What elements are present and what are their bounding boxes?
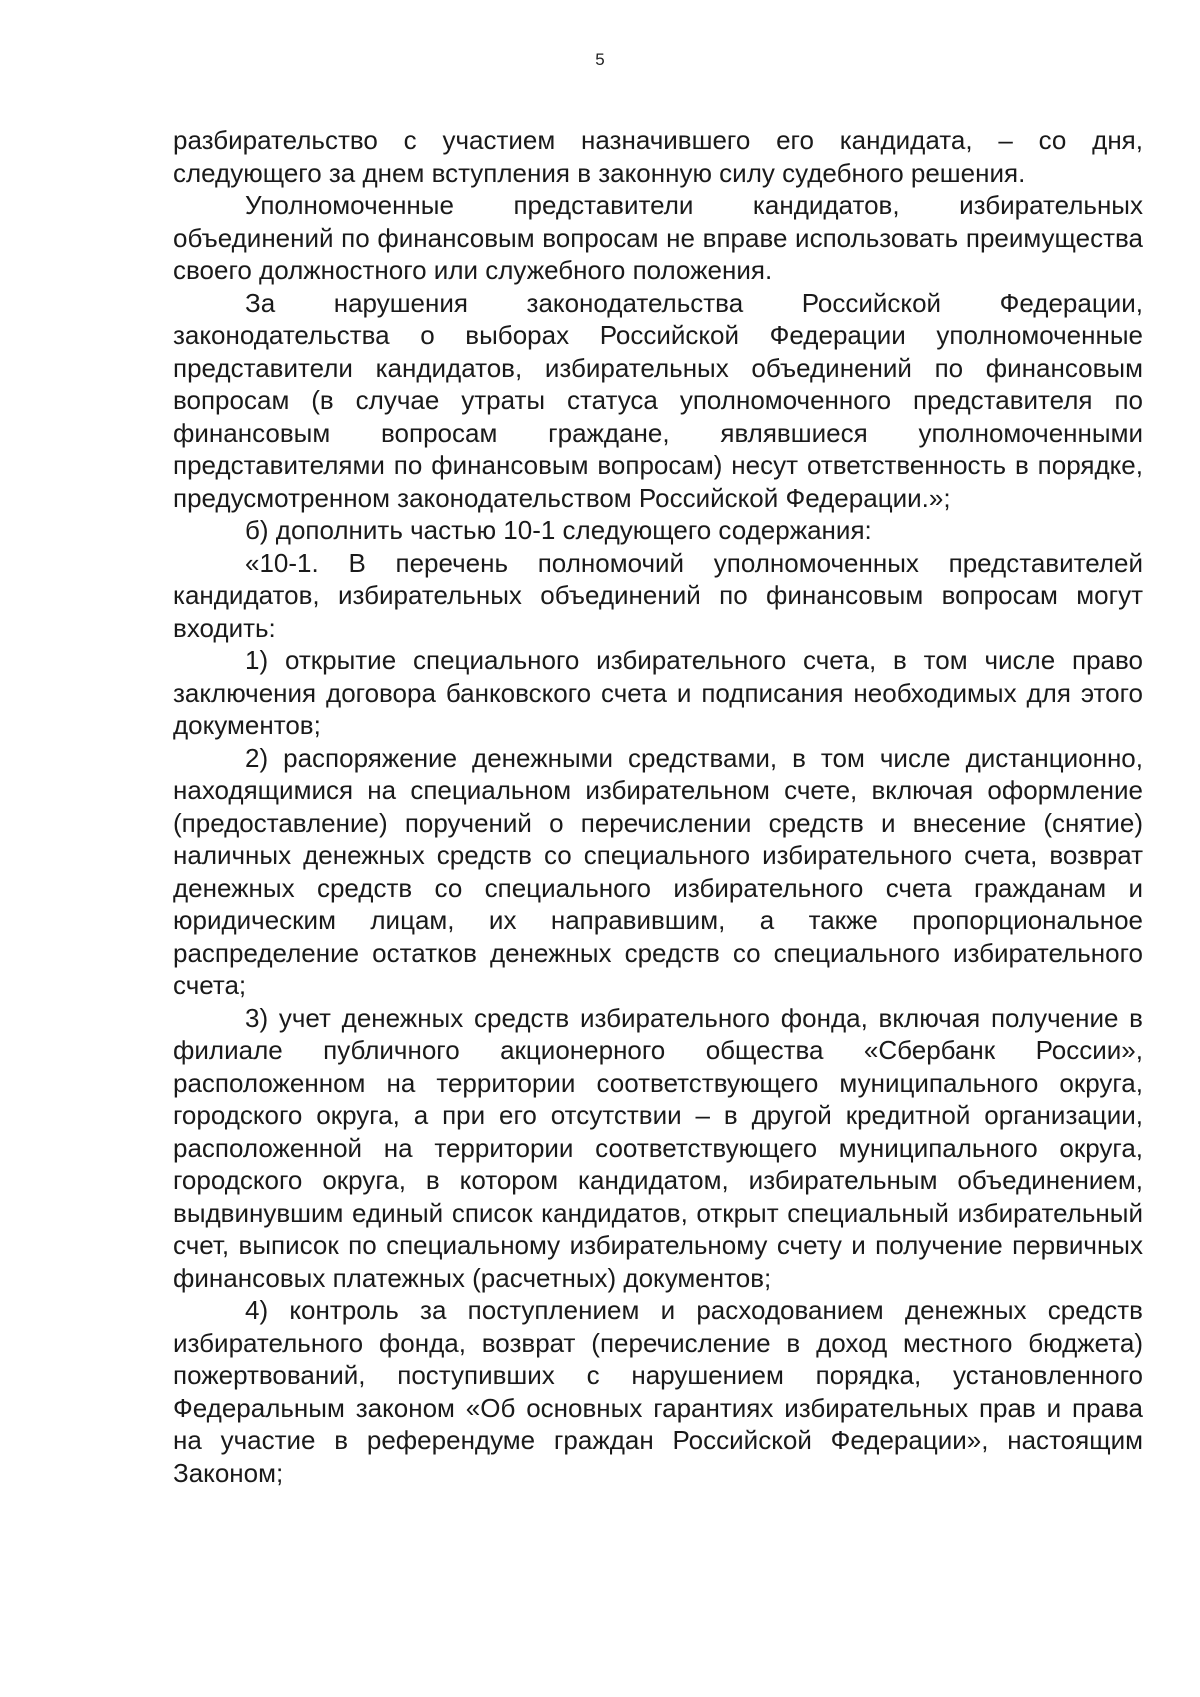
paragraph-responsibility: За нарушения законодательства Российской Федерации, законодательства о выборах Российской Федерации уполномоченные представители кандидатов, избирательных объединений по финансовым вопросам (в случае утраты статуса уполномоченного представителя по финансовым вопросам граждане, являвшиеся уполномоченными представителями по финансовым вопросам) несут ответственность в порядке, предусмотренном законодательством Российской Федерации.»; [173,287,1143,513]
paragraph-continuation: разбирательство с участием назначившего его кандидата, – со дня, следующего за днем вступления в законную силу судебного решения. [173,125,1143,188]
paragraph-representatives-restriction: Уполномоченные представители кандидатов, избирательных объединений по финансовым вопросам не вправе использовать преимущества своего должностного или служебного положения. [173,190,1143,285]
list-item-1: 1) открытие специального избирательного счета, в том числе право заключения договора банковского счета и подписания необходимых для этого документов; [173,645,1143,740]
list-item-4: 4) контроль за поступлением и расходованием денежных средств избирательного фонда, возврат (перечисление в доход местного бюджета) пожертвований, поступивших с нарушением порядка, установленного Федеральным законом «Об основных гарантиях избирательных прав и права на участие в референдуме граждан Российской Федерации», настоящим Законом; [173,1295,1143,1488]
list-item-2: 2) распоряжение денежными средствами, в том числе дистанционно, находящимися на специальном избирательном счете, включая оформление (предоставление) поручений о перечислении средств и внесение (снятие) наличных денежных средств со специального избирательного счета, возврат денежных средств со специального избирательного счета гражданам и юридическим лицам, их направившим, а также пропорциональное распределение остатков денежных средств со специального избирательного счета; [173,742,1143,1000]
page-number: 5 [595,50,605,69]
document-body [173,124,1143,1489]
list-item-3: 3) учет денежных средств избирательного фонда, включая получение в филиале публичного акционерного общества «Сбербанк России», расположенном на территории соответствующего муниципального округа, городского округа, а при его отсутствии – в другой кредитной организации, расположенной на территории соответствующего муниципального округа, городского округа, в котором кандидатом, избирательным объединением, выдвинувшим единый список кандидатов, открыт специальный избирательный счет, выписок по специальному избирательному счету и получение первичных финансовых платежных (расчетных) документов; [173,1002,1143,1293]
paragraph-amendment-b: б) дополнить частью 10-1 следующего содержания: [245,515,872,545]
paragraph-part-10-1: «10-1. В перечень полномочий уполномоченных представителей кандидатов, избирательных объединений по финансовым вопросам могут входить: [173,547,1143,643]
